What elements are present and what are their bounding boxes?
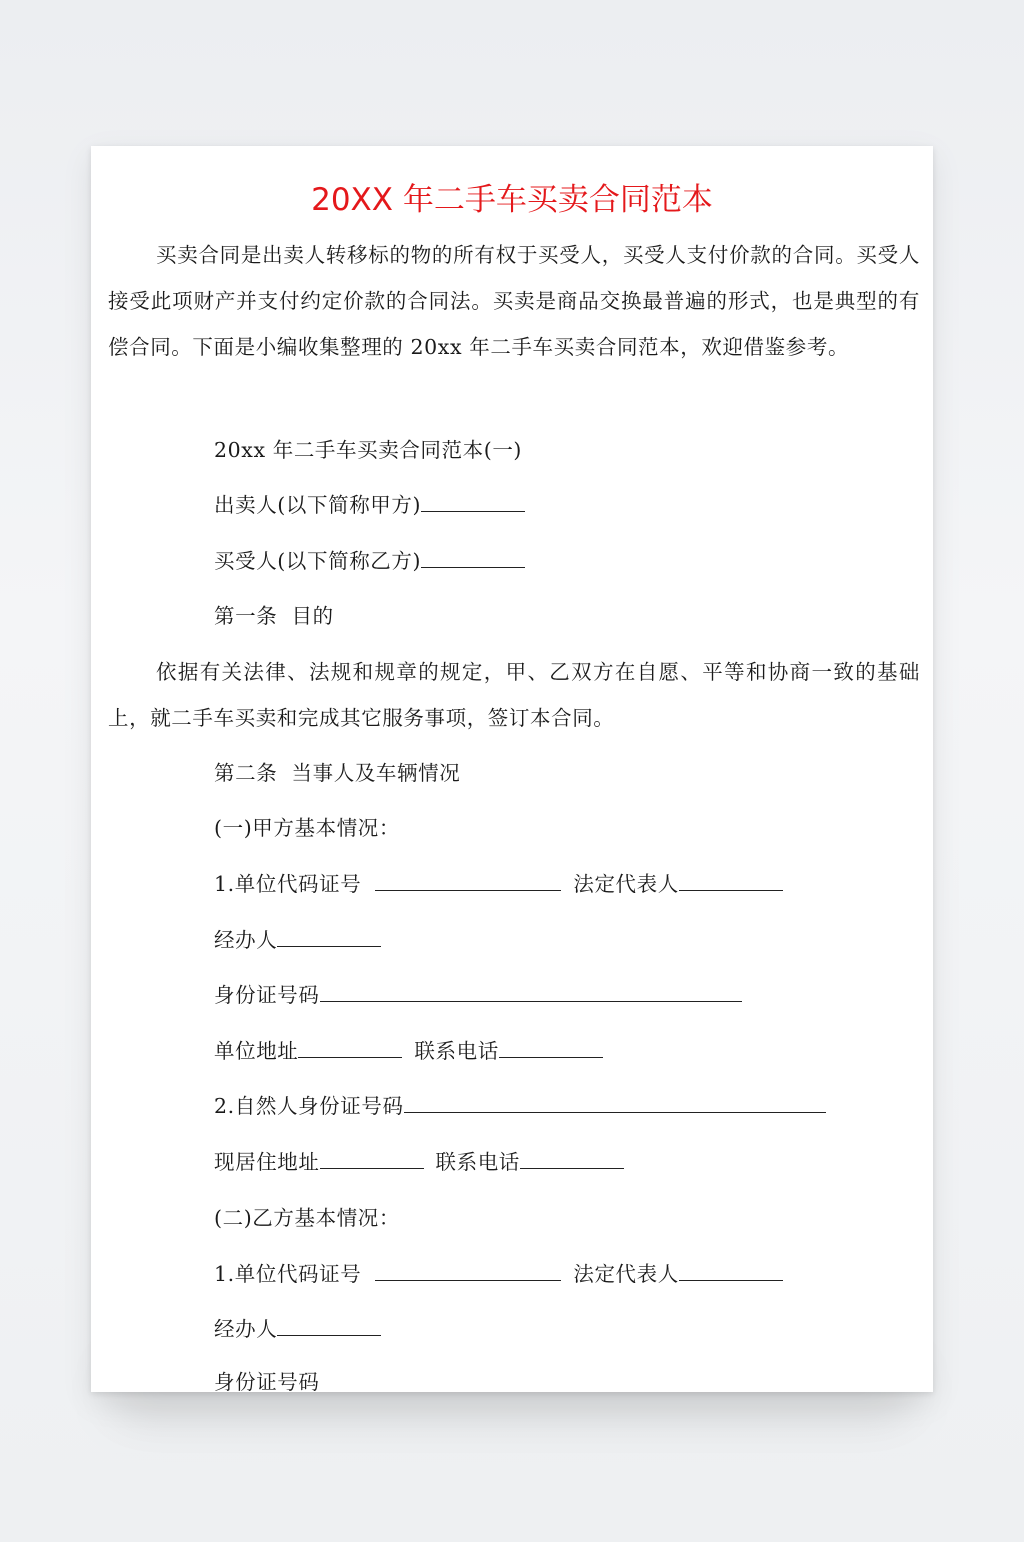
legal-rep-label: 法定代表人: [573, 872, 679, 896]
article2-heading: 第二条 当事人及车辆情况: [214, 761, 461, 785]
current-address-label: 现居住地址: [214, 1150, 320, 1174]
party-a-residence-line: [214, 1148, 624, 1176]
section-heading: 20xx 年二手车买卖合同范本(一): [214, 438, 523, 462]
party-b-unit-code-line: [214, 1260, 783, 1288]
party-a-phone2-blank[interactable]: [520, 1148, 624, 1169]
buyer-label: 买受人(以下简称乙方): [214, 549, 422, 573]
party-a-natural-id-line: [214, 1092, 826, 1120]
party-b-id-line: [214, 1368, 320, 1392]
party-a-id-blank[interactable]: [320, 981, 742, 1002]
agent-label-b: 经办人: [214, 1317, 278, 1341]
party-a-agent-line: [214, 926, 381, 954]
article1-heading: 第一条 目的: [214, 604, 334, 628]
party-a-address-blank[interactable]: [298, 1037, 402, 1058]
unit-address-label: 单位地址: [214, 1039, 299, 1063]
buyer-blank[interactable]: [421, 547, 525, 568]
natural-person-id-label: 2.自然人身份证号码: [214, 1094, 404, 1118]
party-b-agent-line: [214, 1315, 381, 1343]
seller-line: [214, 491, 525, 519]
party-a-unit-code-blank[interactable]: [375, 870, 561, 891]
seller-label: 出卖人(以下简称甲方): [214, 493, 422, 517]
legal-rep-label-b: 法定代表人: [573, 1262, 679, 1286]
agent-label: 经办人: [214, 928, 278, 952]
document-title: 20XX 年二手车买卖合同范本: [311, 182, 713, 218]
party-a-id-line: [214, 981, 742, 1009]
party-a-unit-code-line: [214, 870, 783, 898]
article1-text: 依据有关法律、法规和规章的规定，甲、乙双方在自愿、平等和协商一致的基础上，就二手车买卖和完成其它服务事项，签订本合同。: [108, 660, 920, 730]
party-b-unit-code-blank[interactable]: [375, 1260, 561, 1281]
phone-label-2: 联系电话: [435, 1150, 520, 1174]
phone-label: 联系电话: [414, 1039, 499, 1063]
party-a-heading: (一)甲方基本情况：: [214, 816, 400, 840]
party-b-heading: (二)乙方基本情况：: [214, 1206, 400, 1230]
unit-code-label: 1.单位代码证号: [214, 872, 362, 896]
intro-paragraph: 买卖合同是出卖人转移标的物的所有权于买受人，买受人支付价款的合同。买受人接受此项财产并支付约定价款的合同法。买卖是商品交换最普遍的形式，也是典型的有偿合同。下面是小编收集整理的 20xx 年二手车买卖合同范本，欢迎借鉴参考。: [108, 243, 920, 359]
party-a-natural-id-blank[interactable]: [404, 1092, 826, 1113]
id-number-label-b: 身份证号码: [214, 1370, 320, 1392]
party-a-residence-blank[interactable]: [320, 1148, 424, 1169]
seller-blank[interactable]: [421, 491, 525, 512]
buyer-line: [214, 547, 525, 575]
party-a-address-line: [214, 1037, 603, 1065]
party-a-legal-rep-blank[interactable]: [679, 870, 783, 891]
party-b-agent-blank[interactable]: [277, 1315, 381, 1336]
document-page: [91, 146, 933, 1392]
id-number-label: 身份证号码: [214, 983, 320, 1007]
party-a-agent-blank[interactable]: [277, 926, 381, 947]
party-a-phone-blank[interactable]: [499, 1037, 603, 1058]
party-b-legal-rep-blank[interactable]: [679, 1260, 783, 1281]
unit-code-label-b: 1.单位代码证号: [214, 1262, 362, 1286]
